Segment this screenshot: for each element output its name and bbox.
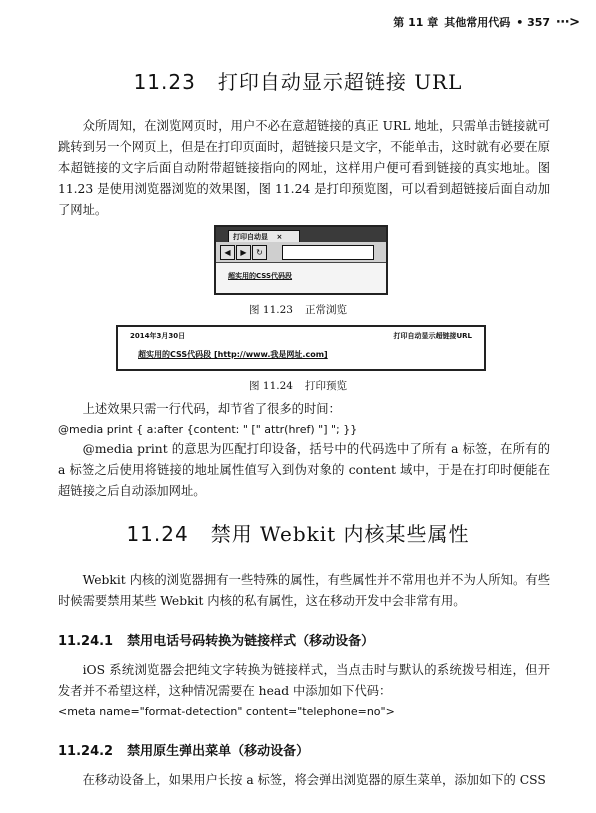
subsection-title: 禁用电话号码转换为链接样式（移动设备） bbox=[127, 634, 375, 649]
forward-icon: ▶ bbox=[236, 245, 251, 260]
caption-text: 打印预览 bbox=[304, 380, 347, 392]
explain-paragraph: @media print 的意思为匹配打印设备，括号中的代码选中了所有 a 标签，在所有的 a 标签之后使用将链接的地址属性值写入到伪对象的 content 域中，于是在打印时便能在超链接之后自动添加网址。 bbox=[58, 442, 550, 498]
effect-intro: 上述效果只需一行代码，却节省了很多的时间： bbox=[82, 402, 341, 416]
arrow-icon: ⋯> bbox=[556, 14, 580, 30]
code-media-print: @media print { a:after {content: " [" attr(href) "] "; }} bbox=[58, 423, 358, 436]
code-meta-format-detection: <meta name="format-detection" content="telephone=no"> bbox=[58, 705, 395, 718]
tab-label: 打印自动显 bbox=[233, 233, 268, 241]
browser-link: 超实用的CSS代码段 bbox=[228, 272, 293, 280]
subsection-title: 禁用原生弹出菜单（移动设备） bbox=[127, 744, 310, 759]
print-page-title: 打印自动显示超链接URL bbox=[393, 332, 472, 340]
subsection-number: 11.24.2 bbox=[58, 744, 114, 759]
popup-menu-paragraph: 在移动设备上，如果用户长按 a 标签，将会弹出浏览器的原生菜单，添加如下的 CSS bbox=[82, 773, 546, 787]
browser-tab-bar bbox=[216, 227, 386, 242]
figure-print-preview bbox=[116, 325, 486, 371]
subsection-11-24-2 bbox=[58, 740, 309, 759]
section-title-11-24 bbox=[0, 518, 596, 547]
page-header bbox=[393, 14, 580, 30]
caption-number: 图 11.23 bbox=[249, 304, 293, 316]
back-icon: ◀ bbox=[220, 245, 235, 260]
figure-caption-11-23 bbox=[0, 302, 596, 317]
ios-paragraph: iOS 系统浏览器会把纯文字转换为链接样式，当点击时与默认的系统拨号相连，但开发者并不希望这样，这种情况需要在 head 中添加如下代码： bbox=[58, 663, 550, 698]
intro-paragraph: 众所周知，在浏览网页时，用户不必在意超链接的真正 URL 地址，只需单击链接就可跳转到另一个网页上，但是在打印页面时，超链接只是文字，不能单击，这时就有必要在原本超链接的文字后面自动附带超链接指向的网址，这样用户便可看到链接的真实地址。图 11.23 是使用浏览器浏览的效果图，图 11.24 是打印预览图，可以看到超链接后面自动加了网址。 bbox=[58, 119, 550, 217]
refresh-icon: ↻ bbox=[252, 245, 267, 260]
chapter-title: 其他常用代码 bbox=[444, 16, 511, 29]
figure-caption-11-24 bbox=[0, 378, 596, 393]
figure-browser-screenshot bbox=[214, 225, 388, 295]
close-icon: × bbox=[276, 233, 283, 241]
caption-number: 图 11.24 bbox=[249, 380, 293, 392]
section-number: 11.24 bbox=[126, 522, 189, 546]
print-date: 2014年3月30日 bbox=[130, 332, 186, 340]
print-link: 超实用的CSS代码段 [http://www.我是网址.com] bbox=[138, 350, 328, 359]
section-title-11-23 bbox=[0, 66, 596, 95]
subsection-number: 11.24.1 bbox=[58, 634, 114, 649]
section-heading: 打印自动显示超链接 URL bbox=[217, 70, 463, 94]
caption-text: 正常浏览 bbox=[304, 304, 347, 316]
section-number: 11.23 bbox=[133, 70, 196, 94]
address-bar bbox=[282, 245, 374, 260]
browser-tab bbox=[228, 230, 300, 242]
browser-toolbar bbox=[216, 242, 386, 263]
section-heading: 禁用 Webkit 内核某些属性 bbox=[210, 522, 470, 546]
subsection-11-24-1 bbox=[58, 630, 374, 649]
webkit-intro: Webkit 内核的浏览器拥有一些特殊的属性，有些属性并不常用也并不为人所知。有些时候需要禁用某些 Webkit 内核的私有属性，这在移动开发中会非常有用。 bbox=[58, 573, 550, 608]
chapter-label: 第 11 章 bbox=[393, 16, 439, 29]
page-number: • 357 bbox=[516, 15, 551, 29]
